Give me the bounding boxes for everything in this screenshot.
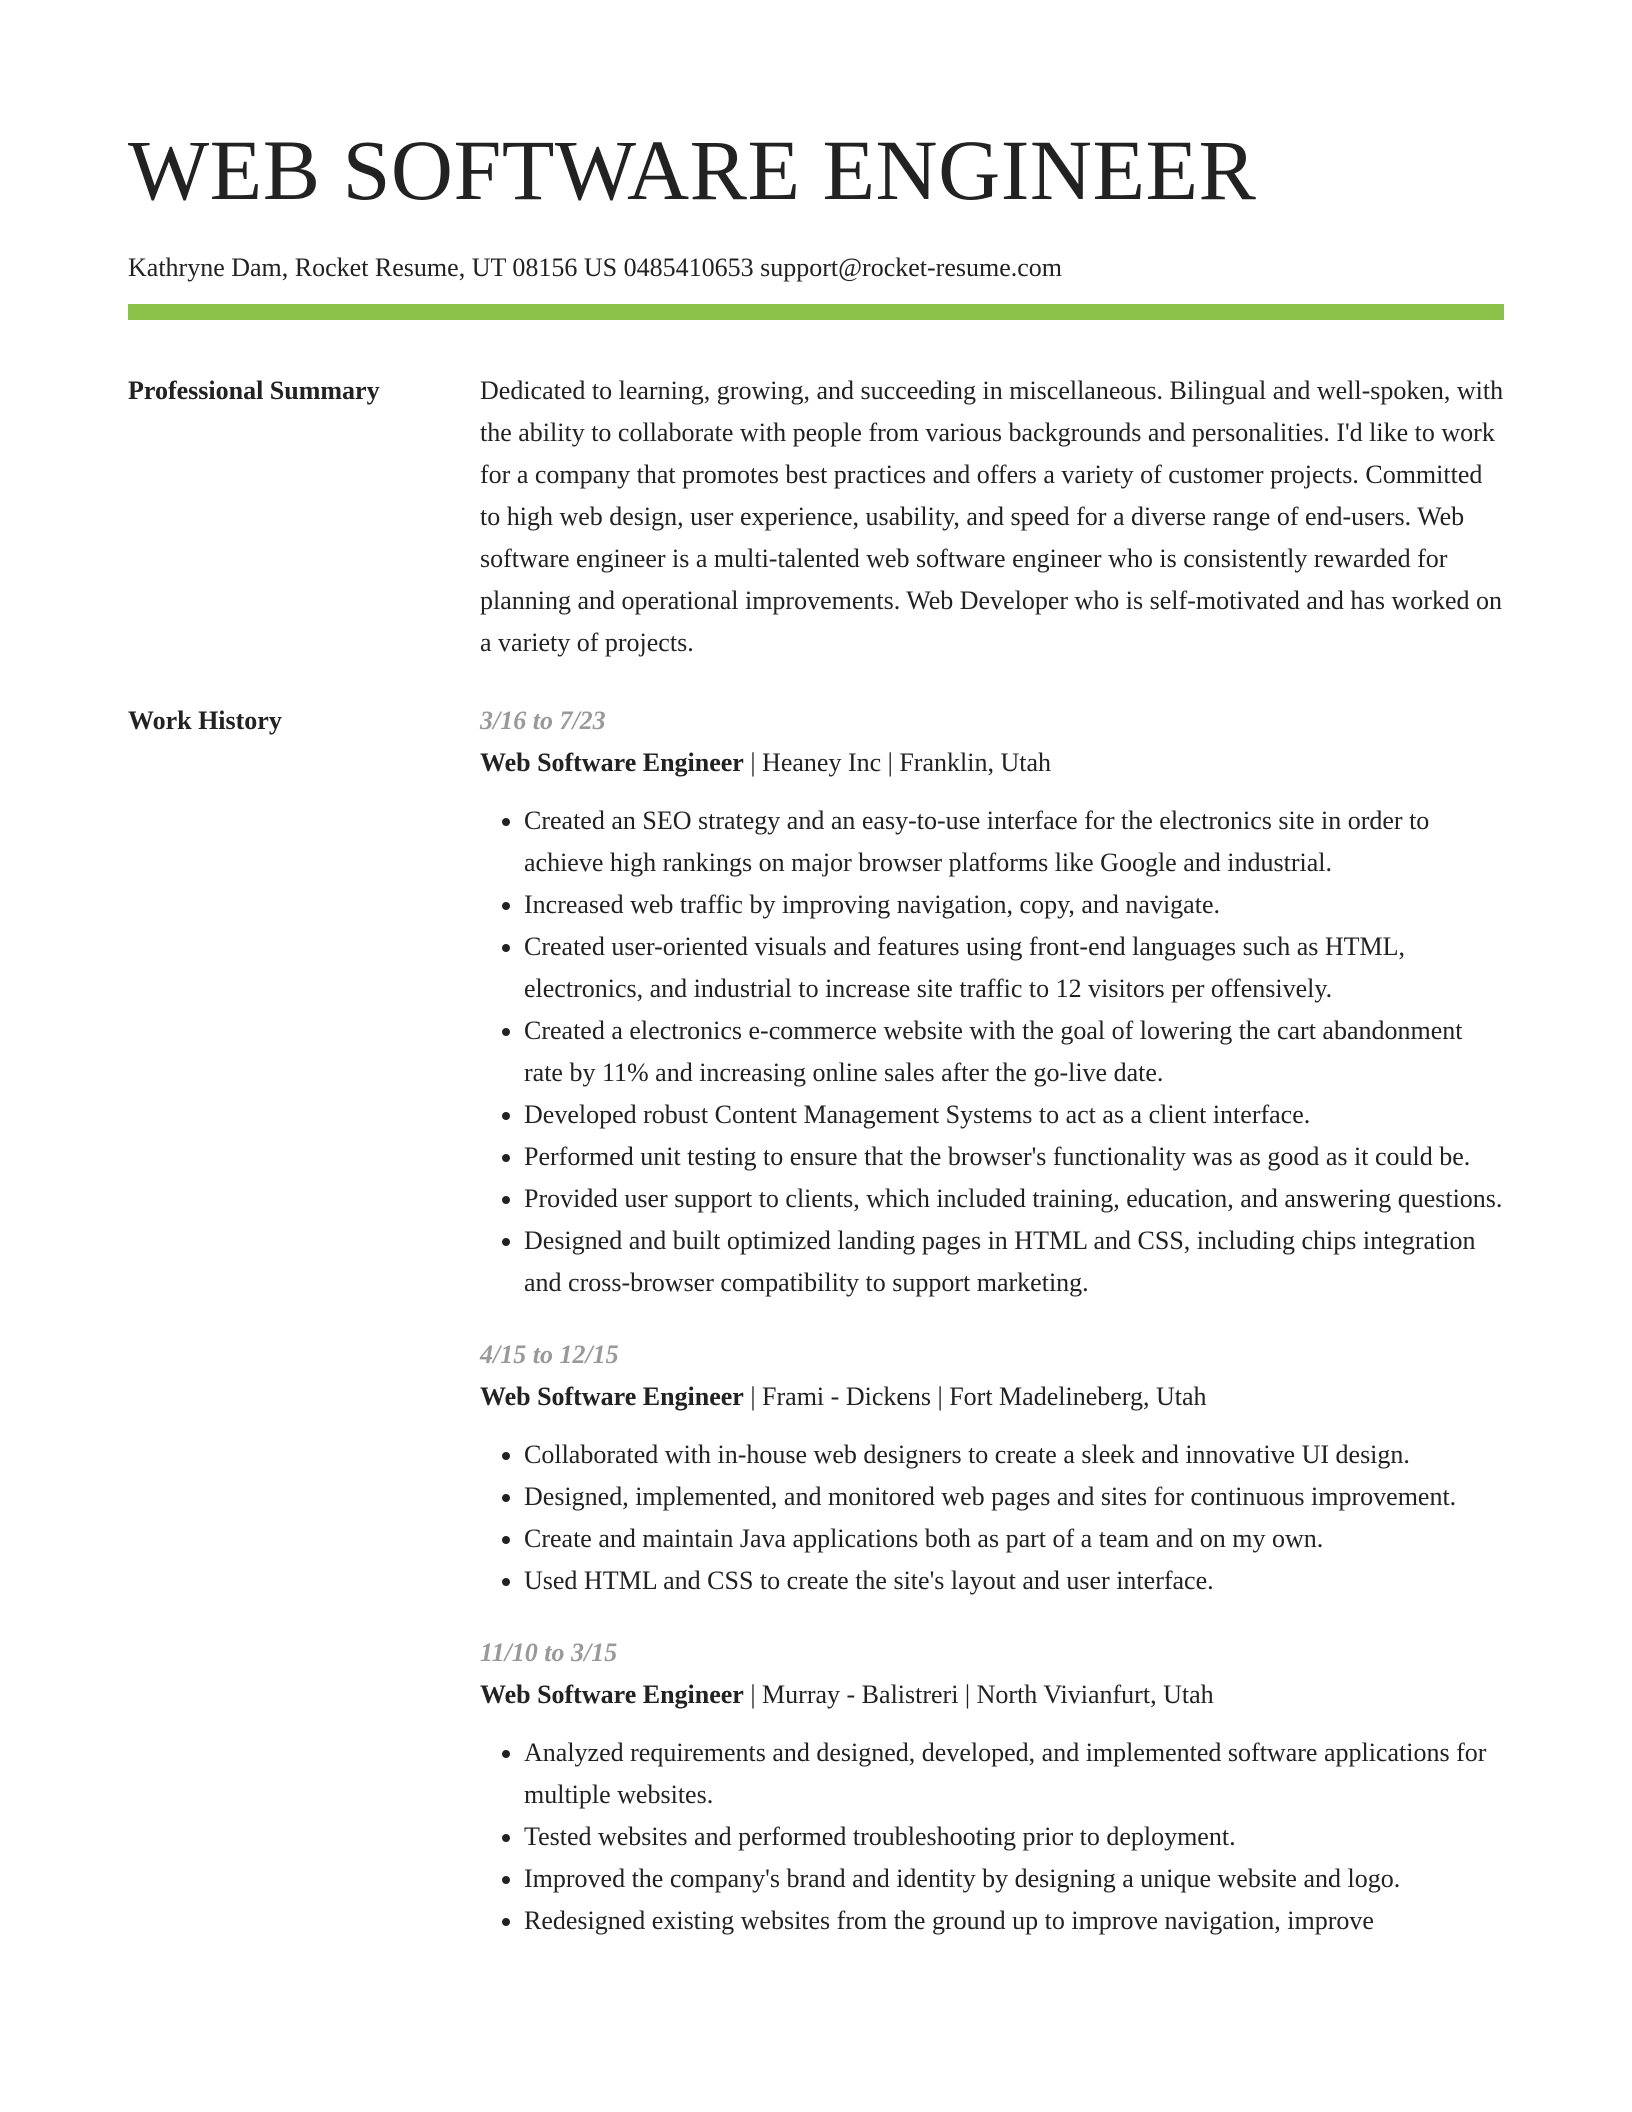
job-bullet: • Collaborated with in-house web designers to create a sleek and innovative UI design. — [524, 1434, 1504, 1476]
job-heading — [480, 742, 1504, 784]
job-bullet: • Increased web traffic by improving navigation, copy, and navigate. — [524, 884, 1504, 926]
job-details: | Murray - Balistreri | North Vivianfurt, Utah — [743, 1680, 1214, 1709]
resume-page — [128, 0, 1504, 1942]
summary-text: Dedicated to learning, growing, and succeeding in miscellaneous. Bilingual and well-spoken, with the ability to collaborate with people from various backgrounds and personalities. I'd like to work for a company that promotes best practices and offers a variety of customer projects. Committed to high web design, user experience, usability, and speed for a diverse range of end-users. Web software engineer is a multi-talented web software engineer who is consistently rewarded for planning and operational improvements. Web Developer who is self-motivated and has worked on a variety of projects. — [480, 376, 1504, 657]
job-title: Web Software Engineer — [480, 748, 744, 777]
contact-line: Kathryne Dam, Rocket Resume, UT 08156 US 0485410653 support@rocket-resume.com — [128, 253, 1063, 282]
job-bullet: • Provided user support to clients, which included training, education, and answering questions. — [524, 1178, 1504, 1220]
job-dates: 3/16 to 7/23 — [480, 706, 606, 735]
job-bullet: • Developed robust Content Management Systems to act as a client interface. — [524, 1094, 1504, 1136]
job-bullet: • Created a electronics e-commerce website with the goal of lowering the cart abandonment rate by 11% and increasing online sales after the go-live date. — [524, 1010, 1504, 1094]
summary-heading: Professional Summary — [128, 376, 380, 405]
job-heading — [480, 1376, 1504, 1418]
job-entry — [480, 700, 1504, 1304]
job-bullet: • Used HTML and CSS to create the site's layout and user interface. — [524, 1560, 1504, 1602]
summary-section — [128, 370, 1504, 664]
job-details: | Frami - Dickens | Fort Madelineberg, Utah — [743, 1382, 1207, 1411]
job-bullet: • Performed unit testing to ensure that the browser's functionality was as good as it could be. — [524, 1136, 1504, 1178]
resume-title: WEB SOFTWARE ENGINEER — [128, 122, 1257, 218]
job-entry — [480, 1334, 1504, 1602]
work-history-section — [128, 700, 1504, 1942]
job-bullet: • Tested websites and performed troubleshooting prior to deployment. — [524, 1816, 1504, 1858]
job-bullet: • Created an SEO strategy and an easy-to-use interface for the electronics site in order to achieve high rankings on major browser platforms like Google and industrial. — [524, 800, 1504, 884]
job-title: Web Software Engineer — [480, 1680, 744, 1709]
job-bullets — [480, 800, 1504, 1304]
job-bullet: • Designed, implemented, and monitored web pages and sites for continuous improvement. — [524, 1476, 1504, 1518]
job-dates: 11/10 to 3/15 — [480, 1638, 618, 1667]
job-bullet: • Designed and built optimized landing pages in HTML and CSS, including chips integration and cross-browser compatibility to support marketing. — [524, 1220, 1504, 1304]
job-title: Web Software Engineer — [480, 1382, 744, 1411]
job-bullet: • Redesigned existing websites from the ground up to improve navigation, improve — [524, 1900, 1504, 1942]
job-bullet: • Created user-oriented visuals and features using front-end languages such as HTML, electronics, and industrial to increase site traffic to 12 visitors per offensively. — [524, 926, 1504, 1010]
job-entry — [480, 1632, 1504, 1942]
work-history-heading: Work History — [128, 706, 282, 735]
job-heading — [480, 1674, 1504, 1716]
header-divider — [128, 304, 1504, 320]
job-details: | Heaney Inc | Franklin, Utah — [743, 748, 1051, 777]
job-bullets — [480, 1434, 1504, 1602]
work-history-list — [480, 700, 1504, 1942]
job-bullet: • Improved the company's brand and identity by designing a unique website and logo. — [524, 1858, 1504, 1900]
job-bullet: • Create and maintain Java applications both as part of a team and on my own. — [524, 1518, 1504, 1560]
job-bullets — [480, 1732, 1504, 1942]
job-bullet: • Analyzed requirements and designed, developed, and implemented software applications for multiple websites. — [524, 1732, 1504, 1816]
job-dates: 4/15 to 12/15 — [480, 1340, 619, 1369]
